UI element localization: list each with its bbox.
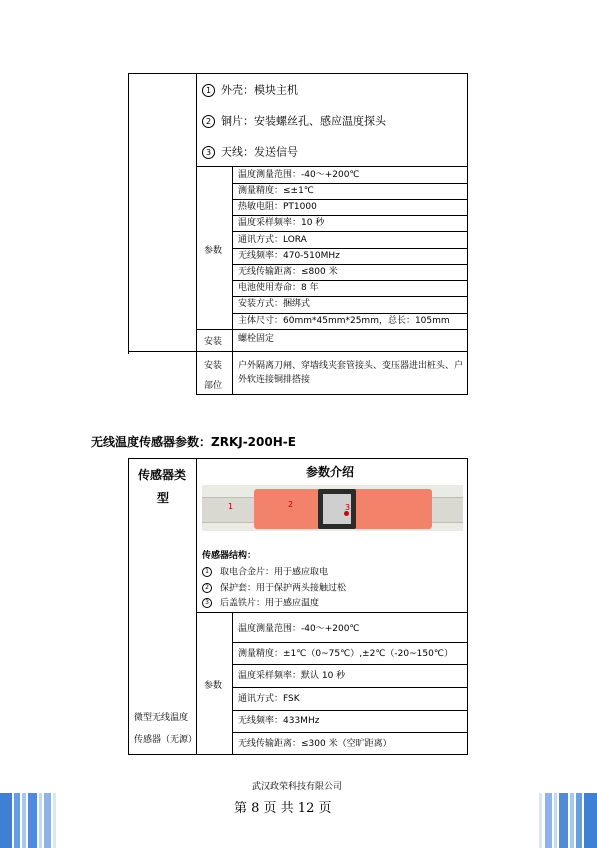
structure-title: 传感器结构： <box>202 551 257 561</box>
structure-item: 3 天线：发送信号 <box>202 146 298 159</box>
location-value: 户外隔离刀闸、穿墙线夹套管接头、变压器进出桩头、户 <box>238 361 464 371</box>
install-value: 螺栓固定 <box>238 334 275 344</box>
sensor-type: 传感器（无源） <box>134 735 198 745</box>
location-label: 安装 <box>204 361 223 371</box>
type-header: 传感器类 <box>138 468 187 482</box>
structure-item: 3 后盖铁片：用于感应温度 <box>202 598 319 609</box>
intro-header: 参数介绍 <box>306 465 355 479</box>
location-value: 外软连接铜排搭接 <box>238 375 311 385</box>
page-number: 第 8 页 共 12 页 <box>234 801 332 816</box>
footer-decoration-left <box>0 793 60 848</box>
param-row: 通讯方式：LORA <box>238 235 307 245</box>
param-label: 参数 <box>204 681 223 691</box>
type-header: 型 <box>157 491 170 505</box>
sensor-body <box>318 489 356 529</box>
structure-item: 1 外壳：模块主机 <box>202 84 298 97</box>
structure-item: 1 取电合金片：用于感应取电 <box>202 567 328 578</box>
param-row: 安装方式：捆绑式 <box>238 299 311 309</box>
company-name: 武汉政荣科技有限公司 <box>252 782 343 792</box>
photo-marker: 3 <box>345 503 351 512</box>
install-label: 安装 <box>204 337 223 347</box>
structure-item: 2 铜片：安装螺丝孔、感应温度探头 <box>202 115 386 128</box>
sensor-type: 微型无线温度 <box>134 713 189 723</box>
param-row: 无线频率：433MHz <box>238 716 320 726</box>
param-row: 测量精度：±1℃（0~75℃）,±2℃（-20~150℃） <box>238 649 453 659</box>
section-title: 无线温度传感器参数：ZRKJ-200H-E <box>91 435 296 449</box>
param-row: 温度采样频率：默认 10 秒 <box>238 671 346 681</box>
param-row: 温度采样频率：10 秒 <box>238 218 325 228</box>
param-row: 热敏电阻：PT1000 <box>238 202 317 212</box>
structure-item: 2 保护套：用于保护两头接触过松 <box>202 583 346 594</box>
sensor-photo <box>202 485 463 531</box>
photo-marker: 2 <box>288 500 294 509</box>
param-row: 无线传输距离：≤800 米 <box>238 267 338 277</box>
photo-marker: 1 <box>228 502 234 511</box>
location-label: 部位 <box>204 381 223 391</box>
param-row: 温度测量范围：-40～+200℃ <box>238 170 360 180</box>
param-row: 无线传输距离：≤300 米（空旷距离） <box>238 739 392 749</box>
param-row: 通讯方式：FSK <box>238 694 300 704</box>
param-row: 无线频率：470-510MHz <box>238 251 340 261</box>
param-row: 电池使用寿命：8 年 <box>238 283 319 293</box>
param-row: 温度测量范围：-40～+200℃ <box>238 624 360 634</box>
param-row: 主体尺寸：60mm*45mm*25mm，总长：105mm <box>238 316 450 326</box>
param-label: 参数 <box>204 246 223 256</box>
param-row: 测量精度：≤±1℃ <box>238 186 314 196</box>
footer-decoration-right <box>537 793 597 848</box>
